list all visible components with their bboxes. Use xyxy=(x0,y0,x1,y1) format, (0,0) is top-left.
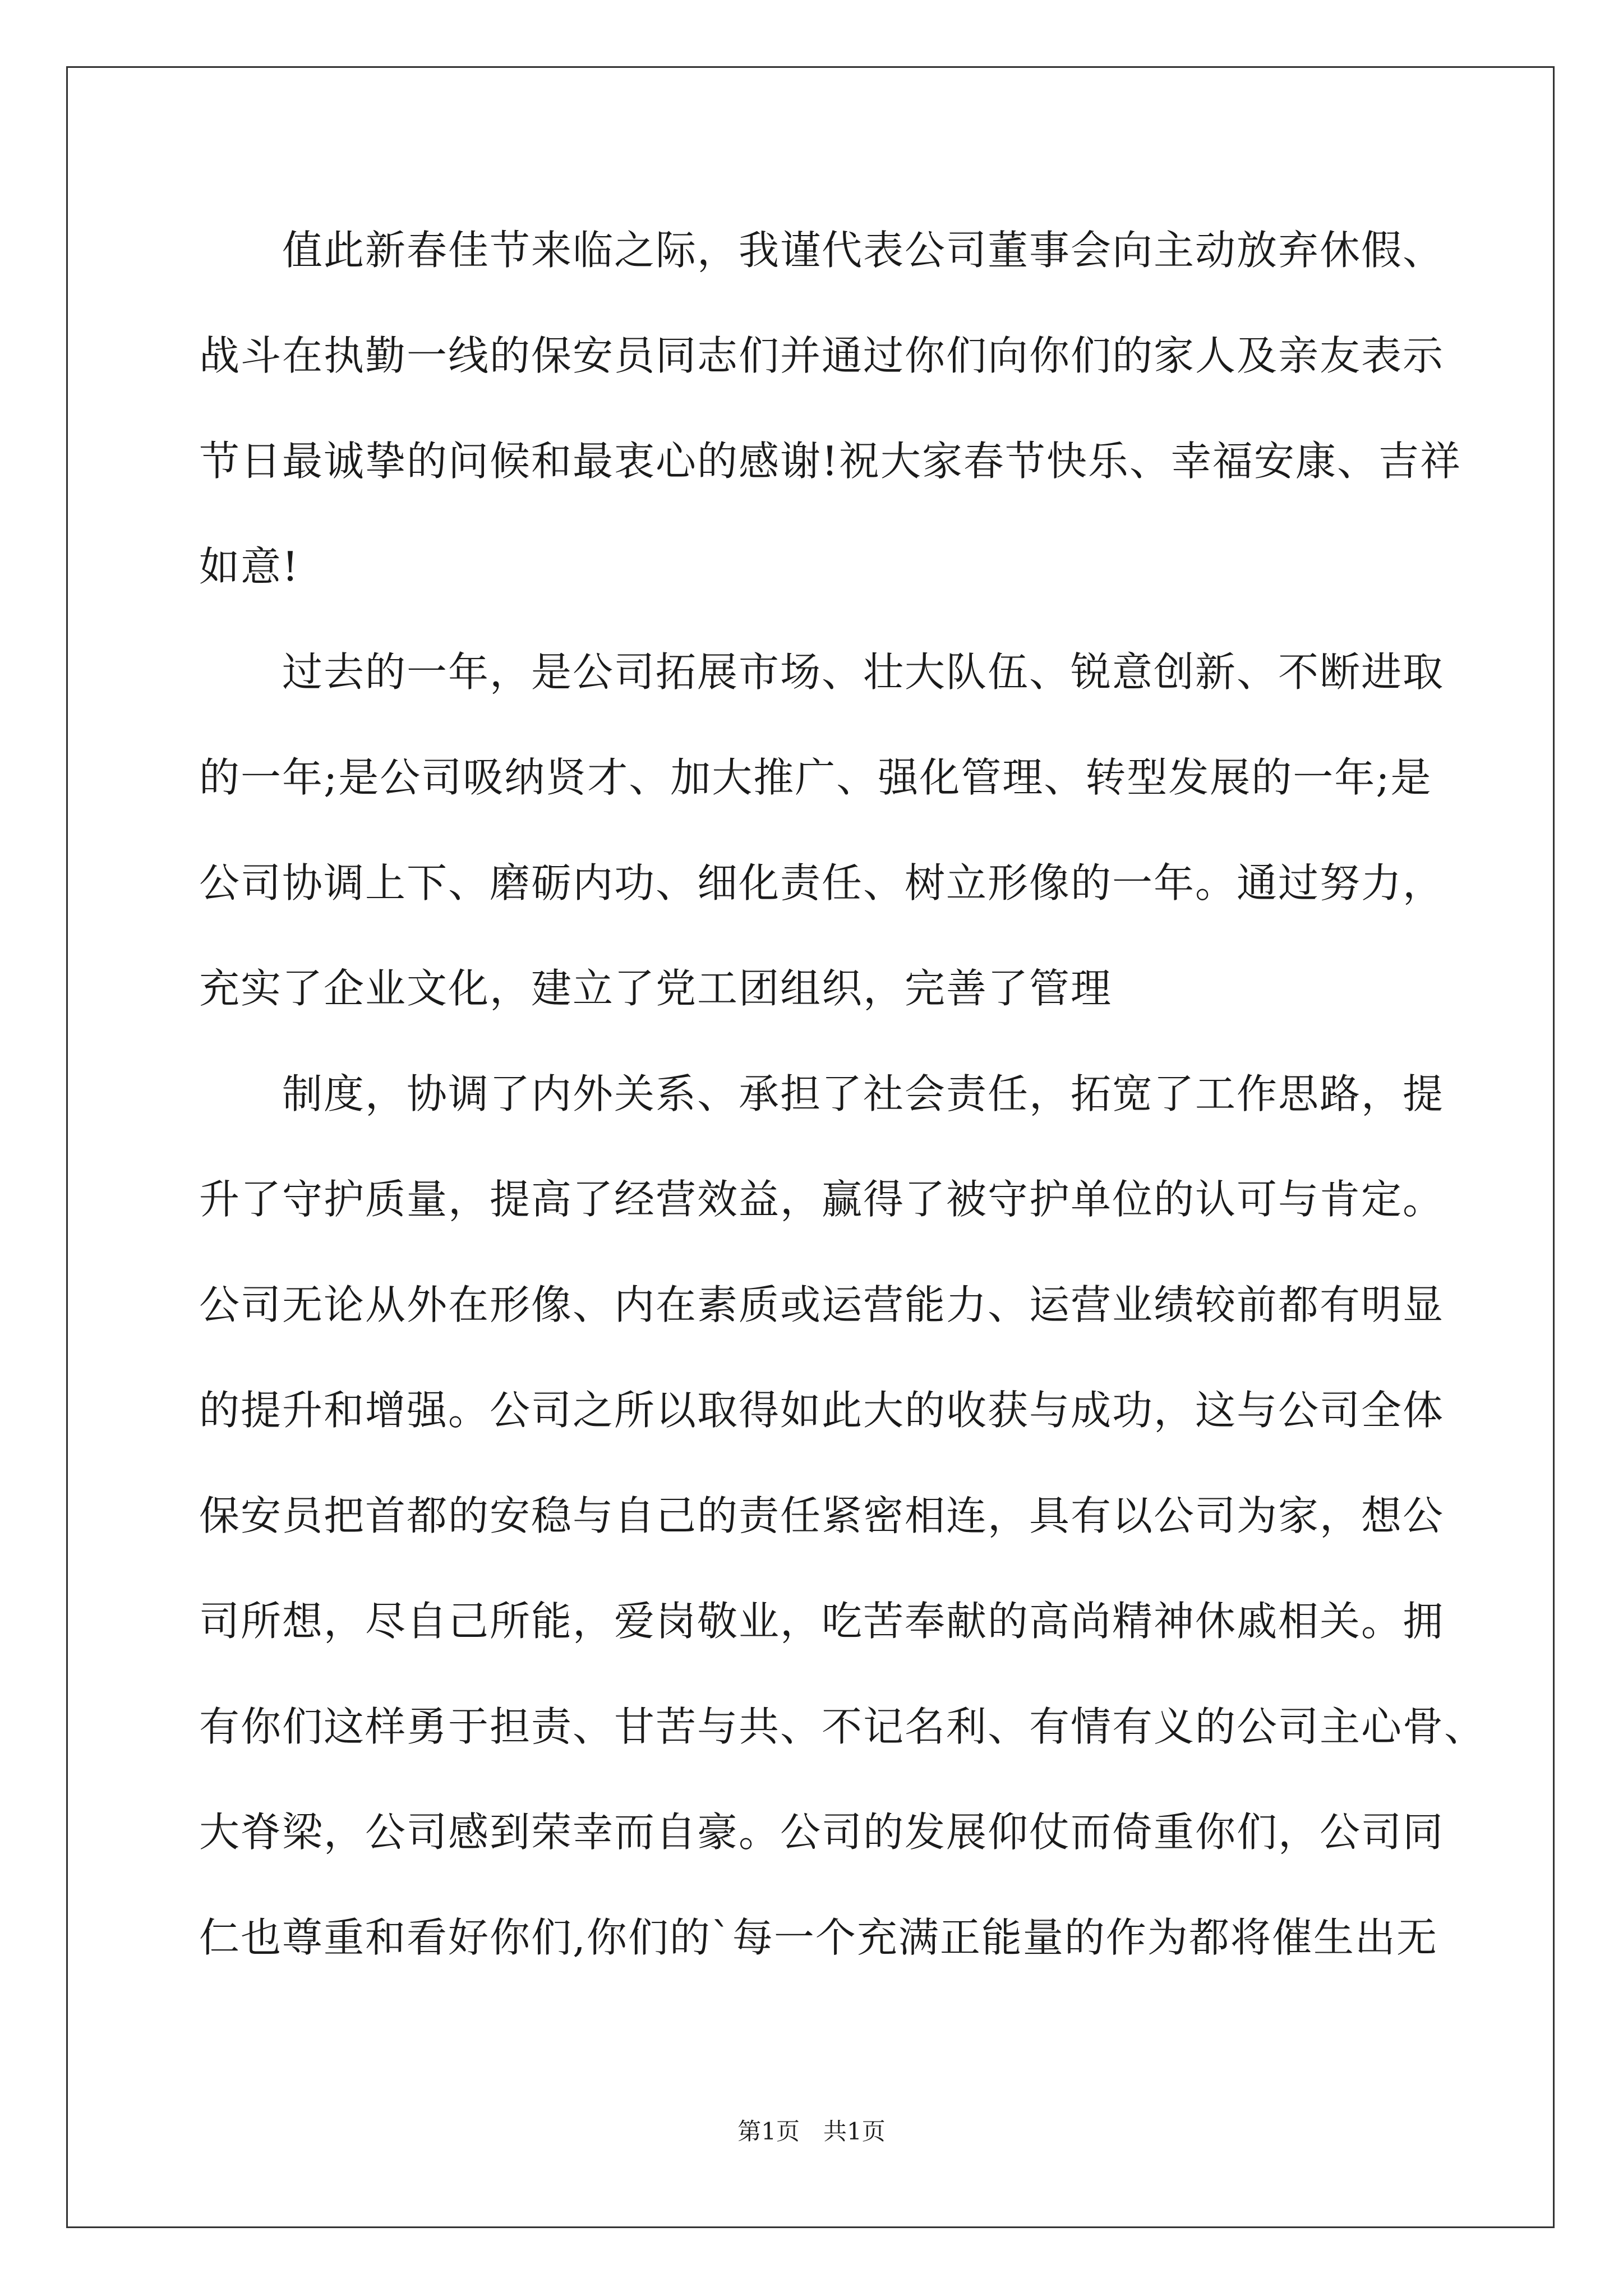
text-line: 如意! xyxy=(199,543,299,590)
text-line: 的一年;是公司吸纳贤才、加大推广、强化管理、转型发展的一年;是 xyxy=(199,754,1432,801)
text-line: 的提升和增强。公司之所以取得如此大的收获与成功，这与公司全体 xyxy=(199,1387,1445,1434)
text-line: 升了守护质量，提高了经营效益，赢得了被守护单位的认可与肯定。 xyxy=(199,1176,1445,1223)
text-line: 仁也尊重和看好你们,你们的`每一个充满正能量的作为都将催生出无 xyxy=(199,1914,1438,1961)
page-number-footer: 第1页 共1页 xyxy=(737,2118,886,2145)
text-line: 有你们这样勇于担责、甘苦与共、不记名利、有情有义的公司主心骨、 xyxy=(199,1703,1486,1750)
text-line: 战斗在执勤一线的保安员同志们并通过你们向你们的家人及亲友表示 xyxy=(199,332,1445,379)
text-line: 大脊梁，公司感到荣幸而自豪。公司的发展仰仗而倚重你们，公司同 xyxy=(199,1809,1445,1856)
text-line: 保安员把首都的安稳与自己的责任紧密相连，具有以公司为家，想公 xyxy=(199,1492,1445,1539)
text-line: 充实了企业文化，建立了党工团组织，完善了管理 xyxy=(199,965,1113,1012)
text-line: 公司无论从外在形像、内在素质或运营能力、运营业绩较前都有明显 xyxy=(199,1281,1445,1328)
text-line: 值此新春佳节来临之际，我谨代表公司董事会向主动放弃休假、 xyxy=(199,227,1445,274)
text-line: 过去的一年，是公司拓展市场、壮大队伍、锐意创新、不断进取 xyxy=(199,648,1445,696)
text-line: 公司协调上下、磨砺内功、细化责任、树立形像的一年。通过努力， xyxy=(199,859,1445,907)
text-line: 制度，协调了内外关系、承担了社会责任，拓宽了工作思路，提 xyxy=(199,1070,1445,1117)
text-line: 节日最诚挚的问候和最衷心的感谢!祝大家春节快乐、幸福安康、吉祥 xyxy=(199,438,1461,485)
text-line: 司所想，尽自己所能，爱岗敬业，吃苦奉献的高尚精神休戚相关。拥 xyxy=(199,1598,1445,1645)
